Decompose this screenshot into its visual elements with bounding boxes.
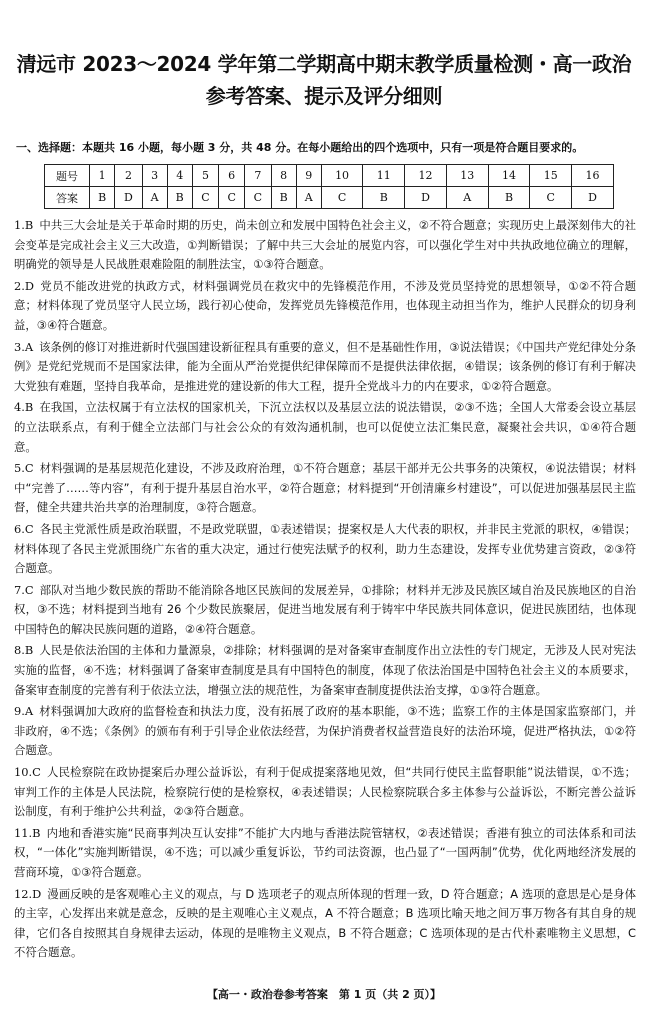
item-number: 7.C: [14, 582, 34, 597]
item-text: 在我国，立法权属于有立法权的国家机关，下沉立法权以及基层立法的说法错误，②③不选；全国人大常委会设立基层的立法联系点，有利于健全立法部门与社会公众的有效沟通机制，也可以促使立法汇集民意，凝聚社会共识，①④符合题意。: [14, 400, 636, 454]
question-number-cell: 11: [363, 165, 405, 187]
question-number-cell: 14: [488, 165, 530, 187]
item-text: 漫画反映的是客观唯心主义的观点，与 D 选项老子的观点所体现的哲理一致，D 符合题意；A 选项的意思是心是身体的主宰，心发挥出来就是意念，反映的是主观唯心主义观点，A 不符合题意；B 选项比喻天地之间万事万物各有其自身的规律，它们各自按照其自身规律去运动，体现的是唯物主义观点，B 不符合题意；C 选项体现的是古代朴素唯物主义思想，C 不符合题意。: [14, 886, 636, 960]
item-text: 内地和香港实施“民商事判决互认安排”不能扩大内地与香港法院管辖权，②表述错误；香港有独立的司法体系和司法权，“一体化”实施判断错误，④不选；可以减少重复诉讼，节约司法资源，也凸显了“一国两制”优势，优化两地经济发展的营商环境，①③符合题意。: [14, 825, 636, 879]
question-number-cell: 7: [245, 165, 271, 187]
answer-cell: B: [90, 187, 115, 209]
item-number: 8.B: [14, 643, 34, 658]
question-number-cell: 10: [321, 165, 363, 187]
item-text: 人民检察院在政协提案后办理公益诉讼，有利于促成提案落地见效，但“共同行使民主监督职能”说法错误，①不选；审判工作的主体是人民法院，检察院行使的是检察权，④表述错误；人民检察院联合多主体参与公益诉讼，不断完善公益诉讼制度，有利于维护公共利益，②③符合题意。: [14, 765, 636, 819]
answer-cell: A: [296, 187, 321, 209]
explanation-item: [14, 520, 636, 579]
item-text: 该条例的修订对推进新时代强国建设新征程具有重要的意义，但不是基础性作用，③说法错误；《中国共产党纪律处分条例》是党纪党规而不是国家法律，能为全面从严治党提供纪律保障而不是提供法律依据，④错误；该条例的修订有利于解决大党独有难题，坚持自我革命，是推进党的建设新的伟大工程，提升全党战斗力的内在要求，①②符合题意。: [14, 339, 636, 393]
question-number-cell: 12: [405, 165, 447, 187]
explanation-item: [14, 338, 636, 397]
page-title: 清远市 2023～2024 学年第二学期高中期末教学质量检测・高一政治: [16, 52, 632, 76]
question-number-cell: 2: [115, 165, 142, 187]
item-text: 中共三大会址是关于革命时期的历史，尚未创立和发展中国特色社会主义，②不符合题意；实现历史上最深刻伟大的社会变革是完成社会主义三大改造，①判断错误；了解中共三大会址的展览内容，可以强化学生对中共执政地位确立的理解，明确党的领导是人民战胜艰难险阻的制胜法宝，①③符合题意。: [14, 218, 636, 272]
answer-cell: C: [245, 187, 271, 209]
question-number-cell: 6: [219, 165, 245, 187]
item-text: 材料强调加大政府的监督检查和执法力度，没有拓展了政府的基本职能，③不选；监察工作的主体是国家监察部门，并非政府，④不选；《条例》的颁布有利于引导企业依法经营，为保护消费者权益营造良好的法治环境，促进严格执法，①②符合题意。: [14, 704, 636, 758]
answer-row-label: 答案: [45, 187, 90, 209]
item-number: 9.A: [14, 704, 34, 719]
item-text: 各民主党派性质是政治联盟，不是政党联盟，①表述错误；提案权是人大代表的职权，并非民主党派的职权，④错误；材料体现了各民主党派围绕广东省的重大决定，通过行使宪法赋予的权利，助力生态建设，发挥专业优势建言资政，②③符合题意。: [14, 521, 636, 576]
question-number-cell: 9: [296, 165, 321, 187]
explanation-item: [14, 581, 636, 640]
explanation-item: [14, 763, 636, 822]
question-number-cell: 3: [142, 165, 167, 187]
question-number-row: [45, 165, 614, 187]
page-footer: 【高一・政治卷参考答案 第 1 页（共 2 页）】: [206, 988, 442, 1001]
answer-cell: B: [363, 187, 405, 209]
answer-cell: B: [488, 187, 530, 209]
question-row-label: 题号: [45, 165, 90, 187]
answer-cell: D: [405, 187, 447, 209]
answer-row: [45, 187, 614, 209]
question-number-cell: 8: [271, 165, 296, 187]
explanation-item: [14, 824, 636, 883]
answer-cell: C: [192, 187, 218, 209]
explanation-item: [14, 885, 636, 963]
explanation-item: [14, 641, 636, 700]
answer-cell: C: [219, 187, 245, 209]
question-number-cell: 13: [446, 165, 488, 187]
explanation-item: [14, 277, 636, 336]
answer-cell: C: [530, 187, 572, 209]
explanation-list: [14, 216, 636, 965]
question-number-cell: 15: [530, 165, 572, 187]
item-number: 5.C: [14, 461, 34, 476]
item-number: 2.D: [14, 278, 35, 293]
question-number-cell: 5: [192, 165, 218, 187]
answer-table: [44, 164, 614, 209]
page-subtitle: 参考答案、提示及评分细则: [205, 84, 443, 108]
question-number-cell: 1: [90, 165, 115, 187]
item-number: 11.B: [14, 825, 41, 840]
answer-cell: D: [115, 187, 142, 209]
item-text: 党员不能改进党的执政方式，材料强调党员在救灾中的先锋模范作用，不涉及党员坚持党的思想领导，①②不符合题意；材料体现了党员坚守人民立场，践行初心使命，发挥党员先锋模范作用，也体现主动担当作为，维护人民群众的切身利益，③④符合题意。: [14, 278, 636, 332]
item-number: 1.B: [14, 218, 34, 232]
explanation-item: [14, 459, 636, 518]
item-number: 6.C: [14, 521, 34, 536]
item-number: 3.A: [14, 339, 34, 354]
explanation-item: [14, 216, 636, 275]
item-text: 人民是依法治国的主体和力量源泉，②排除；材料强调的是对备案审查制度作出立法性的专门规定，无涉及人民对宪法实施的监督，④不选；材料强调了备案审查制度是具有中国特色的制度，体现了依法治国是中国特色社会主义的本质要求，备案审查制度的完善有利于依法立法，增强立法的规范性，为备案审查制度提供法治支撑，①③符合题意。: [14, 643, 636, 697]
item-text: 部队对当地少数民族的帮助不能消除各地区民族间的发展差异，①排除；材料并无涉及民族区域自治及民族地区的自治权，③不选；材料提到当地有 26 个少数民族聚居，促进当地发展有利于铸牢中华民族共同体意识，促进民族团结，也体现中国特色的解决民族问题的道路，②④符合题意。: [14, 582, 636, 636]
item-number: 10.C: [14, 765, 41, 780]
item-text: 材料强调的是基层规范化建设，不涉及政府治理，①不符合题意；基层干部并无公共事务的决策权，④说法错误；材料中“完善了……等内容”，有利于提升基层自治水平，②符合题意；材料提到“开创清廉乡村建设”，可以促进加强基层民主监督，健全共建共治共享的治理制度，③符合题意。: [14, 461, 636, 515]
answer-cell: C: [321, 187, 363, 209]
question-number-cell: 16: [572, 165, 614, 187]
answer-cell: A: [446, 187, 488, 209]
item-number: 4.B: [14, 400, 34, 415]
answer-cell: A: [142, 187, 167, 209]
item-number: 12.D: [14, 886, 42, 901]
answer-cell: D: [572, 187, 614, 209]
answer-cell: B: [167, 187, 192, 209]
explanation-item: [14, 398, 636, 457]
question-number-cell: 4: [167, 165, 192, 187]
explanation-item: [14, 702, 636, 761]
answer-cell: B: [271, 187, 296, 209]
section-heading: 一、选择题：本题共 16 小题，每小题 3 分，共 48 分。在每小题给出的四个选项中，只有一项是符合题目要求的。: [16, 141, 584, 154]
